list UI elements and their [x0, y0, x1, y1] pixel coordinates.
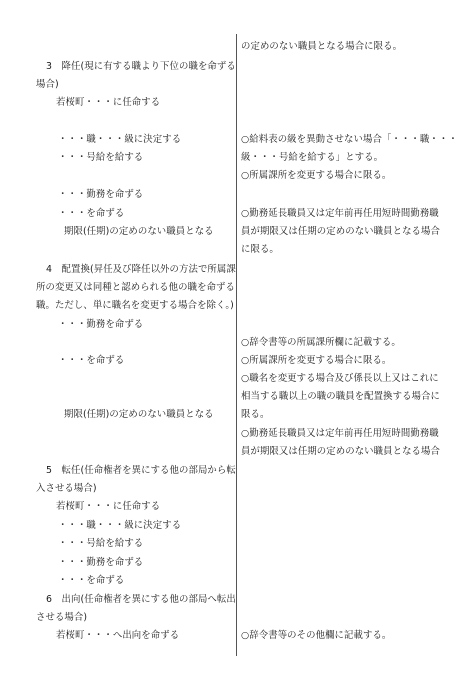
- section-4-title: 4 配置換(昇任及び降任以外の方法で所属課: [46, 264, 236, 275]
- entry-line: ・・・勤務を命ずる: [58, 189, 144, 200]
- note-text: ○給料表の級を異動させない場合「・・・職・・・: [241, 134, 458, 145]
- section-4-title-cont: 所の変更又は同種と認められる他の職を命ずる: [36, 282, 235, 293]
- entry-line: ・・・職・・・級に決定する: [58, 134, 182, 145]
- entry-line: 期限(任期)の定めのない職員となる: [64, 226, 214, 237]
- section-6-title: 6 出向(任命権者を異にする他の部局へ転出: [46, 594, 236, 605]
- entry-line: 若桜町・・・に任命する: [56, 501, 161, 512]
- note-text: 相当する職以上の職の職員を配置換する場合に: [241, 391, 440, 402]
- section-6-title-cont: させる場合): [36, 612, 88, 623]
- note-text: ○所属課所を変更する場合に限る。: [241, 170, 392, 181]
- note-text: 員が期限又は任期の定めのない職員となる場合: [241, 226, 440, 237]
- note-text: ○職名を変更する場合及び係長以上又はこれに: [241, 373, 439, 384]
- note-text: 限る。: [241, 409, 270, 420]
- section-5-title: 5 転任(任命権者を異にする他の部局から転: [46, 465, 236, 476]
- entry-line: 若桜町・・・に任命する: [56, 97, 161, 108]
- entry-line: ・・・号給を給する: [58, 152, 144, 163]
- entry-line: ・・・号給を給する: [58, 538, 144, 549]
- note-text: ○辞令書等のその他欄に記載する。: [241, 630, 392, 641]
- note-text: 員が期限又は任期の定めのない職員となる場合: [241, 446, 440, 457]
- entry-line: 若桜町・・・へ出向を命ずる: [56, 630, 180, 641]
- note-text: ○勤務延長職員又は定年前再任用短時間勤務職: [241, 208, 439, 219]
- note-text: 級・・・号給を給する」とする。: [241, 152, 384, 163]
- column-divider: [236, 34, 237, 656]
- section-3-title-cont: 場合): [36, 79, 59, 90]
- section-5-title-cont: 入させる場合): [36, 483, 97, 494]
- note-text: ○勤務延長職員又は定年前再任用短時間勤務職: [241, 428, 439, 439]
- note-text: の定めのない職員となる場合に限る。: [241, 41, 403, 52]
- entry-line: ・・・を命ずる: [58, 208, 125, 219]
- entry-line: ・・・職・・・級に決定する: [58, 520, 182, 531]
- entry-line: 期限(任期)の定めのない職員となる: [64, 409, 214, 420]
- entry-line: ・・・勤務を命ずる: [58, 319, 144, 330]
- note-text: ○辞令書等の所属課所欄に記載する。: [241, 337, 401, 348]
- note-text: に限る。: [241, 244, 279, 255]
- entry-line: ・・・勤務を命ずる: [58, 557, 144, 568]
- entry-line: ・・・を命ずる: [58, 575, 125, 586]
- section-3-title: 3 降任(現に有する職より下位の職を命ずる: [46, 61, 236, 72]
- section-4-title-cont: 職。ただし、単に職名を変更する場合を除く。): [36, 300, 234, 311]
- entry-line: ・・・を命ずる: [58, 355, 125, 366]
- note-text: ○所属課所を変更する場合に限る。: [241, 355, 392, 366]
